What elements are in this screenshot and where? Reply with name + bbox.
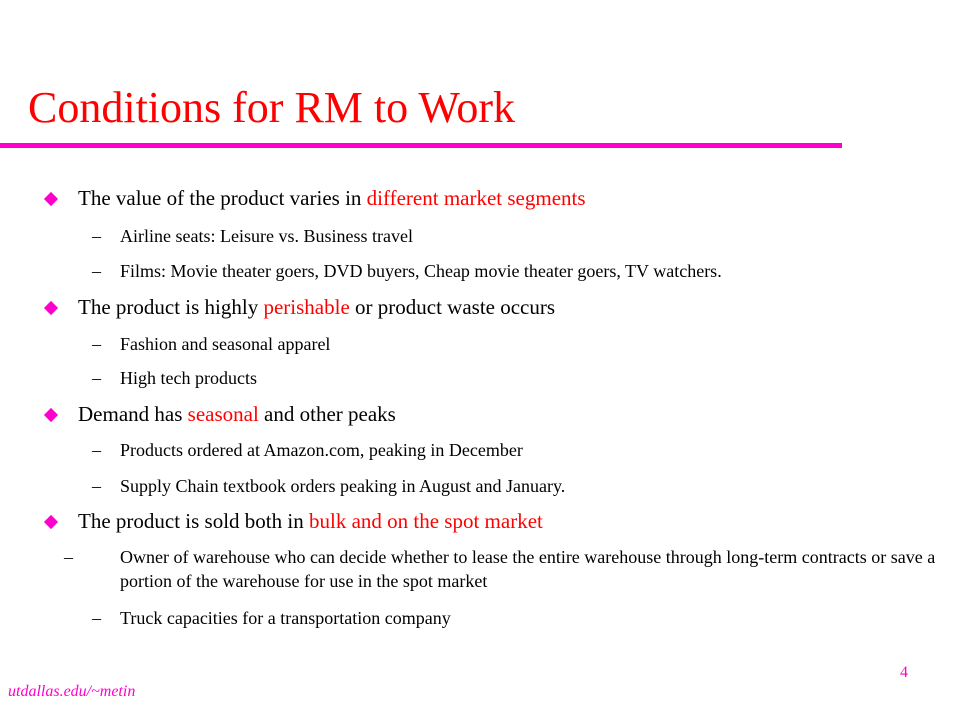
bullet-diamond-icon: [44, 515, 58, 529]
bullet-3: Demand has seasonal and other peaks: [78, 402, 396, 426]
bullet-2: The product is highly perishable or product waste occurs: [78, 295, 556, 319]
bullet-diamond-icon: [44, 408, 58, 422]
bullet-1-highlight: different market segments: [366, 186, 586, 210]
sub-bullet-3-1: – Products ordered at Amazon.com, peaking in December: [92, 440, 523, 460]
sub-bullet-1-1: – Airline seats: Leisure vs. Business travel: [92, 226, 413, 246]
page-number: 4: [900, 664, 908, 681]
sub-bullet-1-2: – Films: Movie theater goers, DVD buyers, Cheap movie theater goers, TV watchers.: [92, 261, 722, 281]
sub-bullet-4-1: – Owner of warehouse who can decide whether to lease the entire warehouse through long-term contracts or save a portion of the warehouse for use in the spot market: [64, 547, 936, 591]
footer-url: utdallas.edu/~metin: [8, 683, 136, 700]
sub-bullet-3-2: – Supply Chain textbook orders peaking in August and January.: [92, 476, 566, 496]
bullet-4: The product is sold both in bulk and on the spot market: [78, 509, 543, 533]
sub-bullet-2-1: – Fashion and seasonal apparel: [92, 334, 331, 354]
slide-title: Conditions for RM to Work: [28, 83, 516, 132]
bullet-3-highlight: seasonal: [187, 402, 259, 426]
bullet-diamond-icon: [44, 301, 58, 315]
sub-bullet-2-2: – High tech products: [92, 368, 257, 388]
bullet-2-highlight: perishable: [263, 295, 350, 319]
sub-bullet-4-2: – Truck capacities for a transportation company: [92, 608, 451, 628]
bullet-diamond-icon: [44, 192, 58, 206]
title-underline: [0, 143, 842, 148]
bullet-4-highlight: bulk and on the spot market: [308, 509, 543, 533]
bullet-1: The value of the product varies in different market segments: [78, 186, 586, 210]
